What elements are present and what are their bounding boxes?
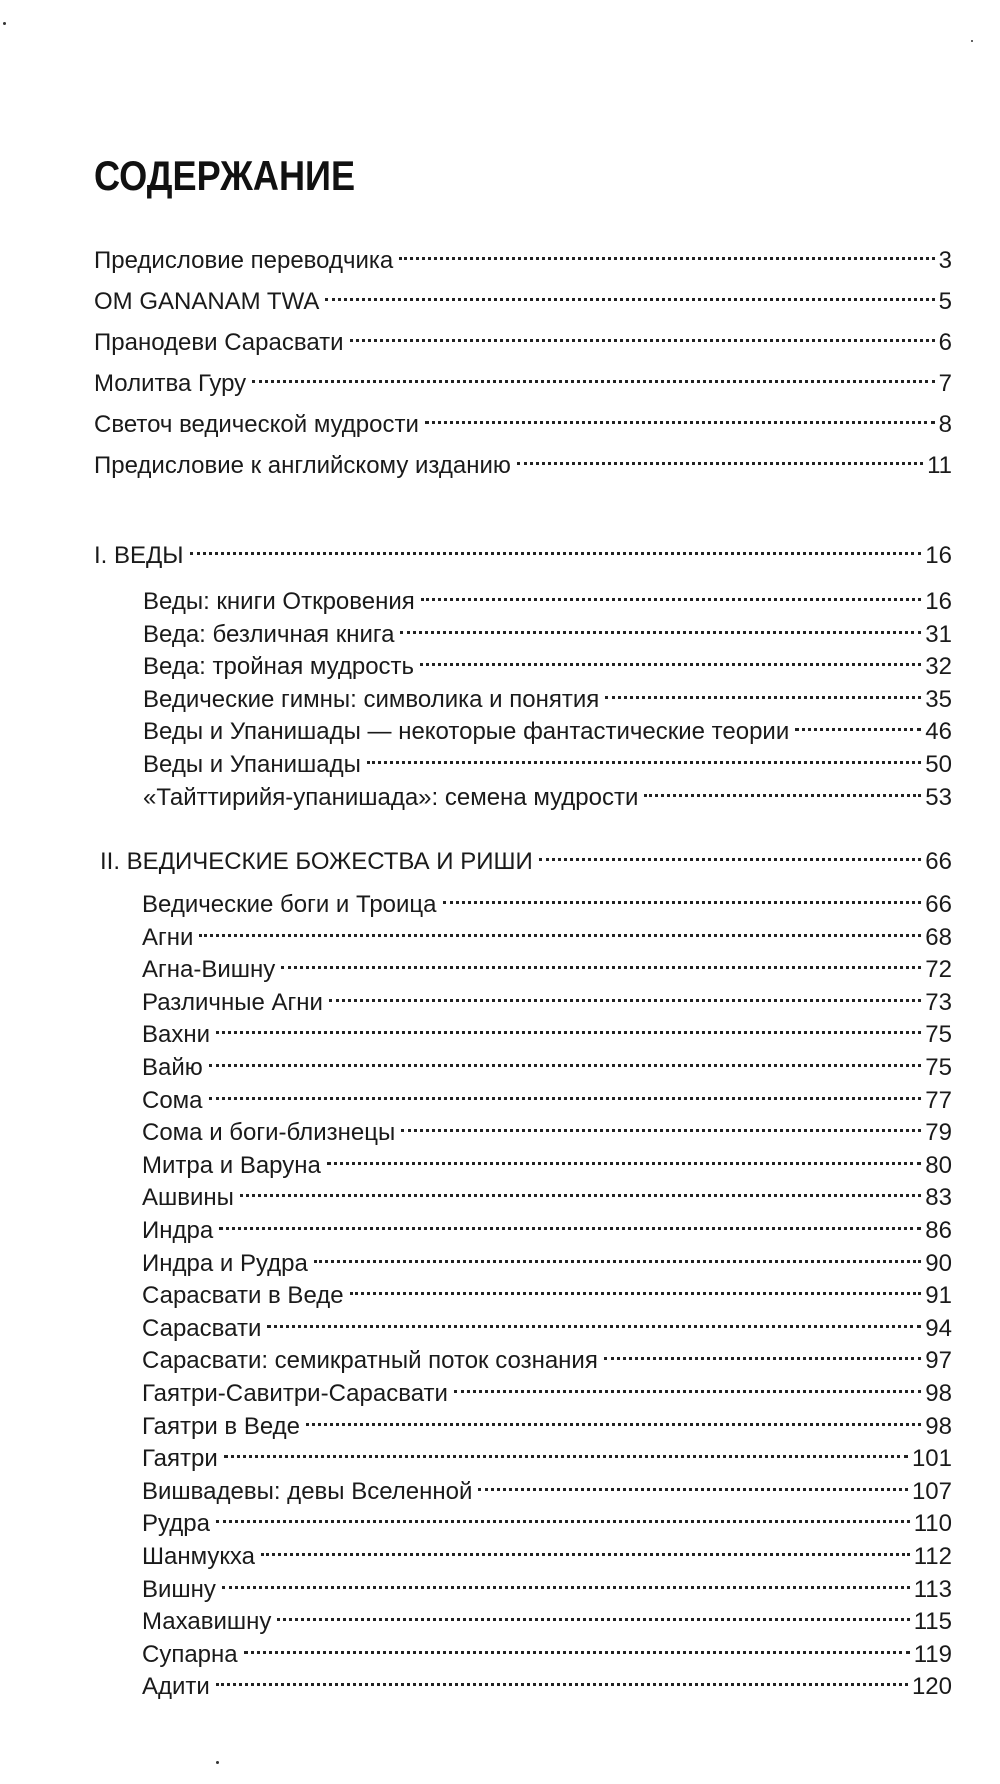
- dot-leader: [314, 1230, 921, 1263]
- dot-leader: [443, 871, 922, 904]
- toc-entry-page-number: 3: [938, 247, 952, 274]
- dot-leader: [421, 568, 922, 601]
- toc-subentry-label: Вайю: [142, 1054, 203, 1081]
- toc-entry-label: Светоч ведической мудрости: [94, 411, 419, 438]
- toc-subentry-label: «Тайттирийя-упанишада»: семена мудрости: [143, 783, 639, 811]
- toc-subentry-label: Веда: безличная книга: [143, 620, 395, 648]
- toc-subentry-label: Веда: тройная мудрость: [143, 653, 415, 681]
- toc-subentry-page-number: 35: [925, 685, 952, 713]
- toc-subentry-label: Шанмукха: [142, 1543, 255, 1570]
- page-title: СОДЕРЖАНИЕ: [94, 152, 356, 199]
- toc-subentry-label: Гаятри-Савитри-Сарасвати: [142, 1380, 448, 1407]
- toc-entry-label: Пранодеви Сарасвати: [94, 329, 344, 356]
- toc-subentry-page-number: 112: [913, 1543, 952, 1570]
- toc-subentry-page-number: 101: [911, 1445, 952, 1473]
- toc-subentry-page-number: 68: [925, 923, 952, 951]
- dot-leader: [277, 1588, 909, 1621]
- toc-entry[interactable]: [94, 440, 952, 481]
- toc-entry-page-number: 5: [938, 288, 952, 315]
- dot-leader: [401, 1099, 921, 1132]
- dot-leader: [399, 227, 934, 260]
- toc-entry-label: Предисловие к английскому изданию: [94, 452, 511, 479]
- toc-subentry-page-number: 77: [925, 1086, 952, 1114]
- toc-subentry-label: Сома и боги-близнецы: [142, 1119, 396, 1147]
- dot-leader: [605, 666, 921, 699]
- dot-leader: [478, 1458, 908, 1491]
- dot-leader: [216, 1653, 908, 1686]
- toc-subentry-page-number: 66: [925, 891, 952, 918]
- toc-subentry-label: Сарасвати в Веде: [142, 1282, 344, 1310]
- toc-subentry-label: Сарасвати: [142, 1314, 262, 1342]
- dot-leader: [454, 1360, 921, 1393]
- toc-entry-page-number: 7: [938, 370, 952, 397]
- dot-leader: [209, 1034, 922, 1067]
- dot-leader: [795, 698, 921, 731]
- dot-leader: [261, 1523, 910, 1556]
- dot-leader: [216, 1490, 910, 1523]
- toc-subentry-label: Агна-Вишну: [142, 956, 276, 984]
- dot-leader: [216, 1001, 921, 1034]
- dot-leader: [267, 1295, 921, 1328]
- toc-subentry-page-number: 31: [925, 620, 952, 648]
- dot-leader: [199, 904, 921, 937]
- dot-leader: [240, 1164, 921, 1197]
- dot-leader: [209, 1067, 922, 1100]
- dot-leader: [224, 1425, 908, 1458]
- toc-subentry-label: Махавишну: [142, 1608, 272, 1636]
- toc-subentry-page-number: 75: [925, 1021, 952, 1049]
- toc-subentry-page-number: 46: [925, 718, 952, 746]
- toc-entry-page-number: 8: [938, 411, 952, 438]
- toc-subentry-page-number: 115: [913, 1608, 952, 1636]
- dot-leader: [539, 828, 922, 861]
- dot-leader: [190, 522, 922, 555]
- dot-leader: [306, 1393, 921, 1426]
- dot-leader: [219, 1197, 921, 1230]
- section-heading-label: II. ВЕДИЧЕСКИЕ БОЖЕСТВА И РИШИ: [100, 848, 533, 875]
- toc-subentry-page-number: 79: [925, 1119, 952, 1147]
- dot-leader: [325, 268, 934, 301]
- toc-subentry-page-number: 16: [925, 588, 952, 615]
- toc-subentry-page-number: 97: [925, 1347, 952, 1375]
- toc-subentry-label: Веды: книги Откровения: [143, 588, 415, 615]
- toc-subentry-page-number: 98: [925, 1380, 952, 1407]
- toc-subentry-page-number: 72: [925, 956, 952, 984]
- toc-subentry-label: Гаятри в Веде: [142, 1412, 301, 1440]
- section-heading[interactable]: [94, 530, 952, 571]
- toc-subentry-page-number: 94: [925, 1314, 952, 1342]
- dot-leader: [604, 1327, 921, 1360]
- toc-subentry-label: Сарасвати: семикратный поток сознания: [142, 1347, 598, 1375]
- toc-subentry-page-number: 90: [925, 1249, 952, 1277]
- toc-subentry-label: Митра и Варуна: [142, 1151, 321, 1179]
- toc-subentry-label: Супарна: [142, 1640, 238, 1668]
- dot-leader: [329, 969, 921, 1002]
- toc-subentry-label: Различные Агни: [142, 988, 323, 1016]
- toc-subentry-page-number: 32: [925, 653, 952, 681]
- toc-subentry-page-number: 53: [925, 783, 952, 811]
- toc-subentry-label: Адити: [142, 1673, 210, 1701]
- dot-leader: [350, 309, 935, 342]
- toc-subentry[interactable]: [142, 1661, 952, 1702]
- toc-subentry-page-number: 120: [911, 1673, 952, 1701]
- dot-leader: [222, 1556, 910, 1589]
- toc-subentry-label: Вишвадевы: девы Вселенной: [142, 1477, 473, 1505]
- section-heading-page-number: 66: [925, 848, 952, 875]
- dot-leader: [367, 731, 921, 764]
- toc-entry-label: OM GANANAM TWA: [94, 288, 320, 315]
- toc-subentry-label: Вахни: [142, 1021, 211, 1049]
- dot-leader: [350, 1262, 922, 1295]
- toc-subentry-page-number: 107: [911, 1477, 952, 1505]
- toc-subentry-page-number: 83: [925, 1184, 952, 1212]
- dot-leader: [327, 1132, 921, 1165]
- dot-leader: [400, 601, 921, 634]
- dot-leader: [420, 633, 921, 666]
- toc-subentry-page-number: 86: [925, 1217, 952, 1244]
- toc-subentry-label: Ведические гимны: символика и понятия: [143, 685, 600, 713]
- toc-subentry-page-number: 50: [925, 751, 952, 778]
- toc-subentry-label: Вишну: [142, 1575, 216, 1603]
- toc-subentry-label: Веды и Упанишады — некоторые фантастические теории: [143, 718, 790, 746]
- toc-subentry-label: Ведические боги и Троица: [142, 891, 437, 918]
- scan-speck: [3, 22, 6, 25]
- toc-subentry-label: Сома: [142, 1086, 203, 1114]
- toc-subentry-label: Рудра: [142, 1510, 210, 1538]
- toc-subentry-page-number: 113: [913, 1575, 952, 1603]
- dot-leader: [517, 432, 923, 465]
- dot-leader: [425, 391, 935, 424]
- dot-leader: [252, 350, 934, 383]
- toc-entry-label: Предисловие переводчика: [94, 247, 394, 274]
- toc-entry-label: Молитва Гуру: [94, 370, 247, 397]
- toc-entry-page-number: 11: [927, 452, 952, 479]
- toc-subentry-page-number: 80: [925, 1151, 952, 1179]
- toc-subentry-label: Индра и Рудра: [142, 1249, 308, 1277]
- toc-entry-page-number: 6: [938, 329, 952, 356]
- toc-subentry-page-number: 73: [925, 988, 952, 1016]
- toc-subentry-label: Веды и Упанишады: [143, 751, 361, 778]
- toc-subentry-page-number: 110: [913, 1510, 952, 1538]
- toc-subentry[interactable]: [143, 772, 952, 813]
- toc-subentry-page-number: 75: [925, 1054, 952, 1081]
- toc-subentry-label: Ашвины: [142, 1184, 234, 1212]
- section-heading-page-number: 16: [925, 542, 952, 569]
- toc-subentry-label: Агни: [142, 923, 194, 951]
- scan-speck: [216, 1761, 219, 1764]
- toc-subentry-page-number: 98: [925, 1412, 952, 1440]
- toc-subentry-page-number: 91: [925, 1282, 952, 1310]
- toc-subentry-label: Гаятри: [142, 1445, 218, 1473]
- scan-speck: [971, 40, 973, 42]
- section-heading-label: I. ВЕДЫ: [94, 542, 184, 569]
- dot-leader: [244, 1621, 910, 1654]
- toc-subentry-page-number: 119: [913, 1640, 952, 1668]
- toc-subentry-label: Индра: [142, 1217, 214, 1244]
- dot-leader: [281, 936, 921, 969]
- dot-leader: [644, 764, 921, 797]
